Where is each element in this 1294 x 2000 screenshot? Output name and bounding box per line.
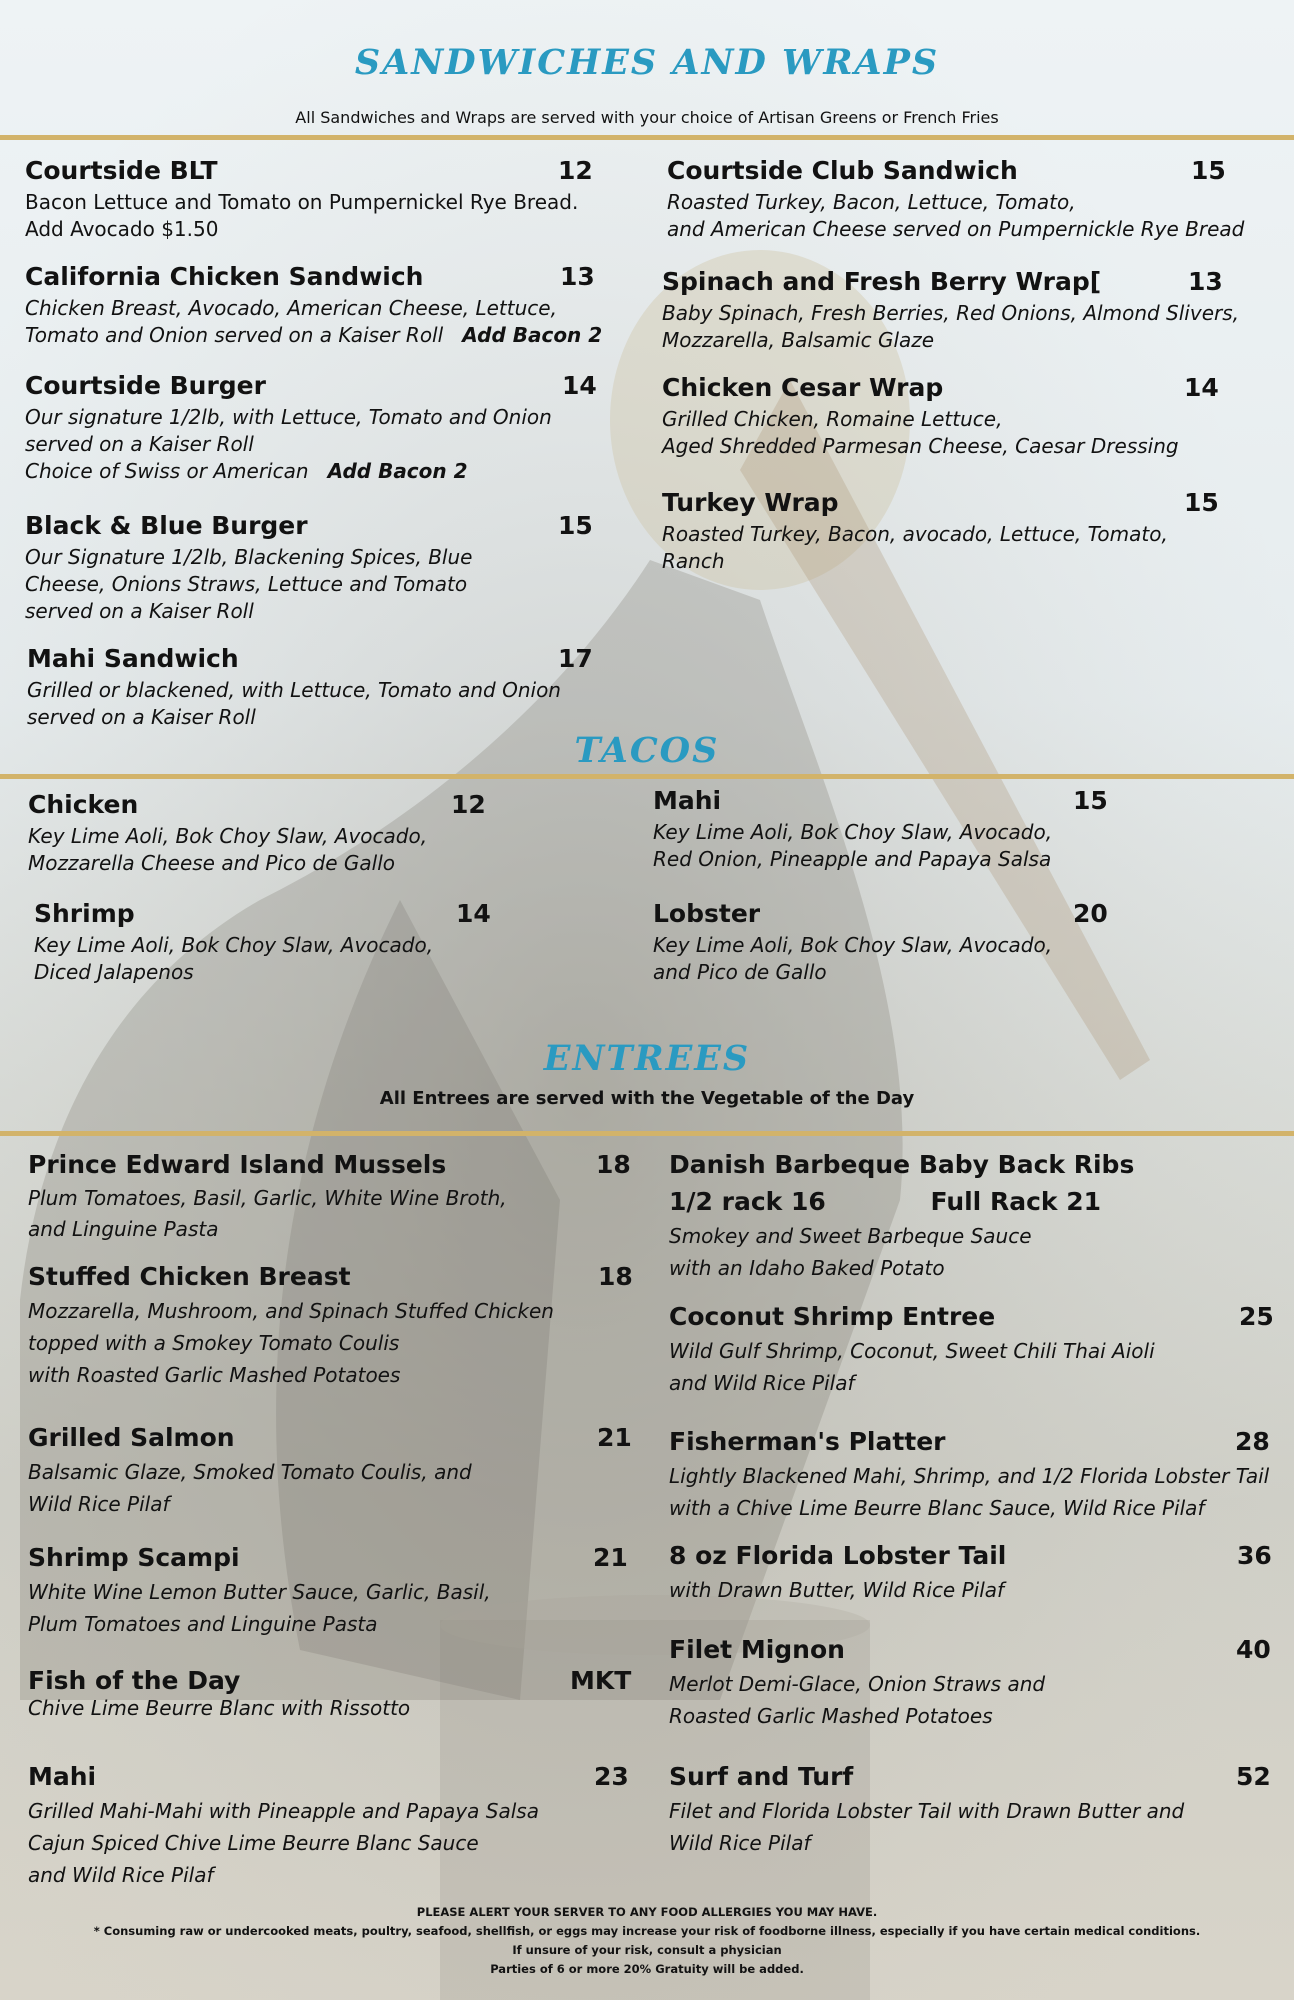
menu-item (667, 156, 1247, 243)
item-price: 21 (597, 1423, 632, 1452)
item-name: Surf and Turf (669, 1762, 854, 1791)
item-price: 15 (1191, 156, 1226, 185)
item-name: Shrimp Scampi (28, 1543, 240, 1572)
item-description: Key Lime Aoli, Bok Choy Slaw, Avocado, (28, 824, 428, 848)
menu-item (25, 156, 593, 243)
item-name: 8 oz Florida Lobster Tail (669, 1541, 1007, 1570)
menu-item (653, 786, 1123, 873)
item-description: Lightly Blackened Mahi, Shrimp, and 1/2 Florida Lobster Tail (669, 1464, 1270, 1488)
item-name: Courtside Burger (25, 371, 266, 400)
menu-item (669, 1541, 1273, 1606)
item-price-full-rack: Full Rack 21 (930, 1187, 1102, 1216)
item-price: 15 (1073, 786, 1108, 815)
divider-rule (0, 135, 1294, 140)
item-name: Mahi Sandwich (27, 644, 239, 673)
menu-item (25, 262, 603, 349)
item-price: 13 (1188, 267, 1223, 296)
item-name: Fish of the Day (28, 1666, 241, 1695)
item-price: 20 (1073, 899, 1108, 928)
item-description: Key Lime Aoli, Bok Choy Slaw, Avocado, (653, 933, 1053, 957)
item-description: and Wild Rice Pilaf (669, 1371, 855, 1395)
item-name: Fisherman's Platter (669, 1427, 946, 1456)
item-description: White Wine Lemon Butter Sauce, Garlic, Basil, (28, 1580, 491, 1604)
item-description: and Wild Rice Pilaf (28, 1863, 214, 1887)
item-description: served on a Kaiser Roll (25, 599, 254, 623)
menu-item (34, 899, 504, 986)
item-name: Spinach and Fresh Berry Wrap[ (662, 267, 1102, 296)
item-description: Add Avocado $1.50 (25, 217, 219, 241)
footer-line: PLEASE ALERT YOUR SERVER TO ANY FOOD ALLERGIES YOU MAY HAVE. (416, 1905, 878, 1919)
item-name: Danish Barbeque Baby Back Ribs (669, 1150, 1135, 1179)
item-price: 18 (598, 1262, 633, 1291)
tacos-title: TACOS (574, 730, 720, 771)
item-description: Wild Rice Pilaf (669, 1831, 811, 1855)
item-price: 14 (456, 899, 491, 928)
menu-item (28, 1666, 632, 1722)
item-description: topped with a Smokey Tomato Coulis (28, 1331, 400, 1355)
item-name: Mahi (28, 1762, 97, 1791)
item-price: 12 (558, 156, 593, 185)
menu-item (653, 899, 1123, 986)
item-price: 21 (593, 1543, 628, 1572)
menu-item (25, 371, 597, 485)
item-description: Grilled Chicken, Romaine Lettuce, (662, 407, 1003, 431)
item-description: Grilled Mahi-Mahi with Pineapple and Papaya Salsa (28, 1799, 539, 1823)
item-description: Diced Jalapenos (34, 960, 194, 984)
item-description: Roasted Turkey, Bacon, Lettuce, Tomato, (667, 190, 1076, 214)
item-description: Mozzarella, Mushroom, and Spinach Stuffed Chicken (28, 1299, 554, 1323)
item-price: 12 (451, 790, 486, 819)
item-description: Bacon Lettuce and Tomato on Pumpernickel Rye Bread. (25, 190, 579, 214)
item-name: Black & Blue Burger (25, 511, 308, 540)
menu-item (25, 511, 593, 625)
item-description: served on a Kaiser Roll (25, 432, 254, 456)
menu-item (27, 644, 593, 731)
item-price: 28 (1235, 1427, 1270, 1456)
divider-rule (0, 774, 1294, 779)
item-description: Chive Lime Beurre Blanc with Rissotto (28, 1696, 411, 1720)
item-description: Mozzarella, Balsamic Glaze (662, 328, 935, 352)
menu-item (662, 373, 1242, 460)
item-description: Aged Shredded Parmesan Cheese, Caesar Dressing (662, 434, 1179, 458)
menu-item (662, 267, 1242, 354)
item-description: with a Chive Lime Beurre Blanc Sauce, Wild Rice Pilaf (669, 1496, 1205, 1520)
menu-item (669, 1302, 1273, 1399)
allergy-disclaimer (0, 1903, 1294, 1979)
item-name: Chicken Cesar Wrap (662, 373, 944, 402)
item-description: Key Lime Aoli, Bok Choy Slaw, Avocado, (34, 933, 434, 957)
item-price: 15 (1184, 488, 1219, 517)
item-description: Tomato and Onion served on a Kaiser Roll (25, 323, 444, 347)
menu-item (669, 1427, 1273, 1524)
menu-item (28, 1262, 632, 1391)
item-description: Balsamic Glaze, Smoked Tomato Coulis, and (28, 1460, 472, 1484)
item-description: Plum Tomatoes, Basil, Garlic, White Wine Broth, (28, 1186, 507, 1210)
sandwiches-title: SANDWICHES AND WRAPS (354, 42, 940, 83)
menu-item (669, 1762, 1273, 1859)
menu-item (669, 1635, 1273, 1732)
item-description: Roasted Turkey, Bacon, avocado, Lettuce, Tomato, (662, 522, 1168, 546)
item-name: Grilled Salmon (28, 1423, 235, 1452)
entrees-subtitle: All Entrees are served with the Vegetable of the Day (379, 1088, 915, 1109)
item-description: and American Cheese served on Pumpernickle Rye Bread (667, 217, 1245, 241)
menu-item (28, 1423, 632, 1520)
item-price: 36 (1237, 1541, 1272, 1570)
item-price: 15 (558, 511, 593, 540)
item-name: Shrimp (34, 899, 135, 928)
item-extra: Add Bacon 2 (462, 323, 603, 347)
item-description: Red Onion, Pineapple and Papaya Salsa (653, 847, 1052, 871)
item-description: Smokey and Sweet Barbeque Sauce (669, 1224, 1032, 1248)
menu-item (28, 1543, 632, 1640)
menu-item (28, 1762, 632, 1891)
menu-item (28, 1150, 632, 1245)
item-description: Chicken Breast, Avocado, American Cheese, Lettuce, (25, 296, 557, 320)
item-description: Our Signature 1/2lb, Blackening Spices, Blue (25, 545, 473, 569)
item-price: 23 (594, 1762, 629, 1791)
item-description: Mozzarella Cheese and Pico de Gallo (28, 851, 395, 875)
item-description: Ranch (662, 549, 725, 573)
item-description: Wild Rice Pilaf (28, 1492, 170, 1516)
entrees-title: ENTREES (543, 1038, 751, 1079)
item-price: 14 (562, 371, 597, 400)
item-extra: Add Bacon 2 (327, 459, 468, 483)
footer-line: Parties of 6 or more 20% Gratuity will be added. (490, 1962, 804, 1976)
item-description: Plum Tomatoes and Linguine Pasta (28, 1612, 378, 1636)
item-price: 14 (1184, 373, 1219, 402)
item-description: Merlot Demi-Glace, Onion Straws and (669, 1672, 1046, 1696)
item-price-half-rack: 1/2 rack 16 (669, 1187, 826, 1216)
item-description: Choice of Swiss or American (25, 459, 309, 483)
item-description: Wild Gulf Shrimp, Coconut, Sweet Chili Thai Aioli (669, 1339, 1155, 1363)
menu-item (662, 488, 1242, 575)
item-price: 13 (560, 262, 595, 291)
item-description: Grilled or blackened, with Lettuce, Tomato and Onion (27, 678, 561, 702)
divider-rule (0, 1131, 1294, 1136)
item-price: 18 (596, 1150, 631, 1179)
item-name: California Chicken Sandwich (25, 262, 424, 291)
item-description: and Pico de Gallo (653, 960, 827, 984)
item-name: Prince Edward Island Mussels (28, 1150, 447, 1179)
item-price: 40 (1236, 1635, 1271, 1664)
item-description: Roasted Garlic Mashed Potatoes (669, 1704, 993, 1728)
item-price: 52 (1236, 1762, 1271, 1791)
item-description: Cajun Spiced Chive Lime Beurre Blanc Sauce (28, 1831, 479, 1855)
item-description: Key Lime Aoli, Bok Choy Slaw, Avocado, (653, 820, 1053, 844)
item-description: served on a Kaiser Roll (27, 705, 256, 729)
sandwiches-subtitle: All Sandwiches and Wraps are served with your choice of Artisan Greens or French Fries (295, 108, 999, 127)
item-name: Courtside Club Sandwich (667, 156, 1018, 185)
item-price: 17 (558, 644, 593, 673)
item-name: Courtside BLT (25, 156, 218, 185)
footer-line: * Consuming raw or undercooked meats, poultry, seafood, shellfish, or eggs may increase your risk of foodborne illness, especially if you have certain medical conditions. (93, 1924, 1201, 1938)
item-description: Filet and Florida Lobster Tail with Drawn Butter and (669, 1799, 1185, 1823)
item-name: Lobster (653, 899, 761, 928)
footer-line: If unsure of your risk, consult a physician (512, 1943, 782, 1957)
item-name: Chicken (28, 790, 139, 819)
item-name: Filet Mignon (669, 1635, 845, 1664)
item-description: with Drawn Butter, Wild Rice Pilaf (669, 1578, 1005, 1602)
item-price: 25 (1239, 1302, 1274, 1331)
item-description: Cheese, Onions Straws, Lettuce and Tomato (25, 572, 468, 596)
item-name: Mahi (653, 786, 722, 815)
item-description: Baby Spinach, Fresh Berries, Red Onions, Almond Slivers, (662, 301, 1239, 325)
item-description: and Linguine Pasta (28, 1217, 219, 1241)
menu-item (28, 790, 498, 877)
item-name: Stuffed Chicken Breast (28, 1262, 351, 1291)
menu-item-ribs (669, 1150, 1269, 1284)
item-name: Turkey Wrap (662, 488, 839, 517)
item-name: Coconut Shrimp Entree (669, 1302, 996, 1331)
item-description: Our signature 1/2lb, with Lettuce, Tomato and Onion (25, 405, 552, 429)
item-description: with Roasted Garlic Mashed Potatoes (28, 1363, 401, 1387)
item-description: with an Idaho Baked Potato (669, 1256, 945, 1280)
item-price: MKT (570, 1666, 632, 1695)
